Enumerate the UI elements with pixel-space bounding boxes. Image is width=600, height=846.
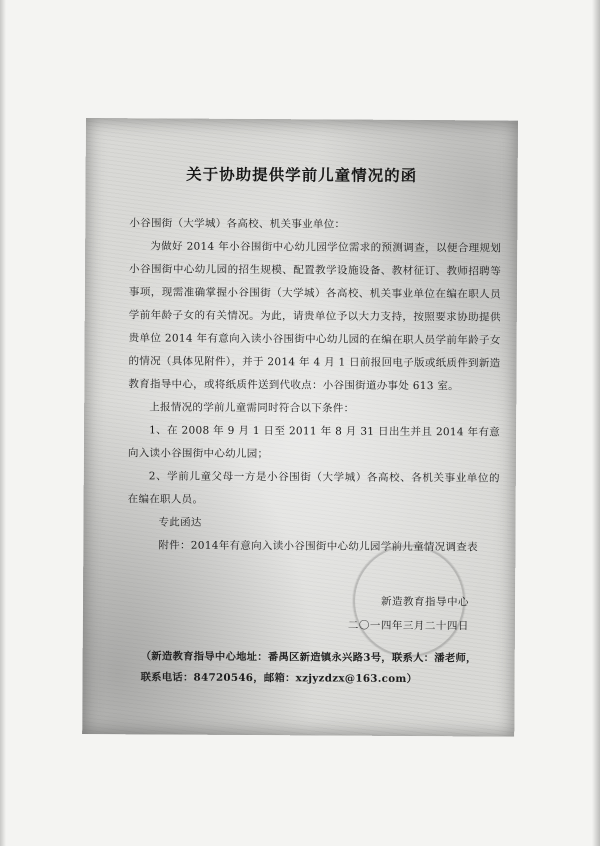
letter-date: 二〇一四年三月二十四日 (347, 619, 469, 633)
paragraph-conditions-intro: 上报情况的学前儿童需同时符合以下条件： (149, 401, 355, 415)
paragraph-main: 为做好 2014 年小谷围街中心幼儿园学位需求的预测调查，以便合理规划小谷围街中心幼儿园的招生规模、配置教学设施设备、教材征订、教师招聘等事项，现需准确掌握小谷围街（大学城）各高校、机关事业单位在编在职人员学前年龄子女的有关情况。为此，请贵单位予以大力支持，按照要求协助提供贵单位 2014 年有意向入读小谷围街中心幼儿园的在编在职人员学前年龄子女的情况（具体见附件），并于 2014 年 4 月 1 日前报回电子版或纸质件到新造教育指导中心，或将纸质件送到代收点：小谷围街道办事处 613 室。 (128, 240, 502, 393)
attachment-line: 附件：2014年有意向入读小谷围街中心幼儿园学前儿童情况调查表 (158, 539, 478, 554)
document-title: 关于协助提供学前儿童情况的函 (186, 165, 418, 186)
condition-2: 2、学前儿童父母一方是小谷围街（大学城）各高校、各机关事业单位的在编在职人员。 (127, 470, 500, 506)
sender-name: 新造教育指导中心 (381, 595, 470, 609)
signature-block (273, 589, 469, 638)
recipient-line: 小谷围街（大学城）各高校、机关事业单位： (129, 217, 346, 231)
contact-info: （新造教育指导中心地址：番禺区新造镇永兴路3号，联系人：潘老师，联系电话：84720546，邮箱：xzjyzdzx@163.com） (140, 650, 477, 686)
document-sheet (82, 118, 518, 737)
letter-body (127, 212, 501, 559)
closing-line: 专此函达 (158, 516, 202, 529)
scan-edge-right (592, 0, 600, 846)
condition-1: 1、在 2008 年 9 月 1 日至 2011 年 8 月 31 日出生并且 2014 年有意向入读小谷围街中心幼儿园； (127, 424, 501, 461)
scan-edge-left (0, 0, 6, 846)
